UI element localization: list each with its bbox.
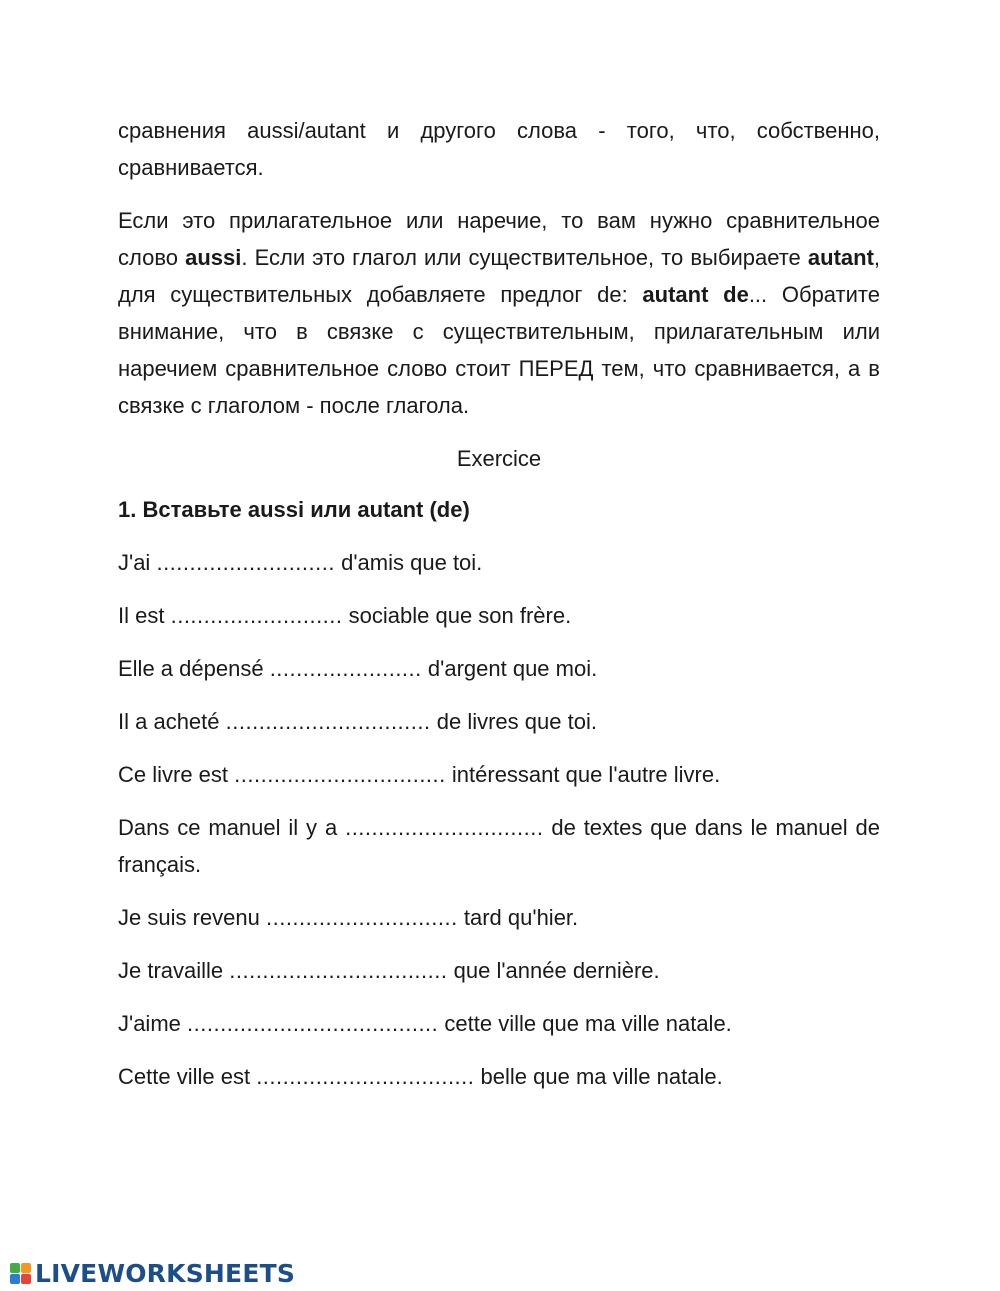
sentence-text-before: Cette ville est	[118, 1064, 251, 1089]
logo-square-orange	[21, 1263, 31, 1273]
intro-bold-aussi: aussi	[185, 245, 242, 270]
sentence-text-before: Il a acheté	[118, 709, 220, 734]
intro-text-2: . Если это глагол или существительное, то выбираете	[241, 245, 808, 270]
intro-paragraph-1: сравнения aussi/autant и другого слова - того, что, собственно, сравнивается.	[118, 118, 880, 180]
intro-bold-autant-de: autant de	[642, 282, 749, 307]
exercise-heading: Exercice	[456, 446, 542, 471]
sentence-3	[118, 650, 880, 687]
sentence-text-after: cette ville que ma ville natale.	[444, 1011, 732, 1036]
sentence-5	[118, 756, 880, 793]
answer-blank[interactable]: ...............................	[225, 709, 431, 734]
sentence-text-before: Elle a dépensé	[118, 656, 264, 681]
sentence-9	[118, 1005, 880, 1042]
intro-bold-autant: autant	[807, 245, 874, 270]
sentence-4	[118, 703, 880, 740]
sentence-text-after: que l'année dernière.	[453, 958, 660, 983]
answer-blank[interactable]: ...........................	[156, 550, 335, 575]
sentence-text-before: J'aime	[118, 1011, 181, 1036]
sentence-list	[118, 544, 880, 1095]
sentence-2	[118, 597, 880, 634]
sentence-text-after: de livres que toi.	[436, 709, 597, 734]
liveworksheets-logo	[10, 1258, 295, 1288]
sentence-text-after: tard qu'hier.	[463, 905, 579, 930]
answer-blank[interactable]: ..............................	[345, 815, 544, 840]
logo-text: LIVEWORKSHEETS	[35, 1258, 296, 1288]
sentence-text-after: sociable que son frère.	[348, 603, 572, 628]
answer-blank[interactable]: .................................	[256, 1064, 475, 1089]
answer-blank[interactable]: ..........................	[170, 603, 343, 628]
sentence-text-after: intéressant que l'autre livre.	[451, 762, 721, 787]
logo-square-blue	[10, 1274, 20, 1284]
sentence-text-after: de textes que dans le manuel de français.	[118, 815, 880, 877]
sentence-8	[118, 952, 880, 989]
answer-blank[interactable]: .......................	[269, 656, 422, 681]
sentence-text-before: Je suis revenu	[118, 905, 260, 930]
intro-text-4: ... Обратите внимание, что в связке с существительным, прилагательным или наречием сравнительное слово стоит ПЕРЕД тем, что сравнивается, а в связке с глаголом - после глагола.	[118, 282, 880, 418]
sentence-6	[118, 809, 880, 883]
sentence-text-after: belle que ma ville natale.	[480, 1064, 723, 1089]
intro-text-1: Если это прилагательное или наречие, то вам нужно сравнительное слово	[118, 208, 880, 270]
logo-squares-icon	[10, 1263, 31, 1284]
sentence-1	[118, 544, 880, 581]
sentence-text-before: J'ai	[118, 550, 151, 575]
sentence-text-before: Je travaille	[118, 958, 224, 983]
sentence-text-after: d'amis que toi.	[341, 550, 483, 575]
task-title: 1. Вставьте aussi или autant (de)	[118, 497, 470, 522]
sentence-text-before: Il est	[118, 603, 165, 628]
intro-text-3: , для существительных добавляете предлог de:	[118, 245, 881, 307]
answer-blank[interactable]: ................................	[234, 762, 446, 787]
worksheet-page	[118, 112, 880, 1111]
intro-paragraph-2	[118, 202, 880, 424]
sentence-text-after: d'argent que moi.	[427, 656, 598, 681]
sentence-7	[118, 899, 880, 936]
sentence-text-before: Dans ce manuel il y a	[118, 815, 338, 840]
answer-blank[interactable]: ......................................	[187, 1011, 439, 1036]
answer-blank[interactable]: .............................	[265, 905, 458, 930]
answer-blank[interactable]: .................................	[229, 958, 448, 983]
sentence-text-before: Ce livre est	[118, 762, 229, 787]
sentence-10	[118, 1058, 880, 1095]
logo-square-red	[21, 1274, 31, 1284]
logo-square-green	[10, 1263, 20, 1273]
